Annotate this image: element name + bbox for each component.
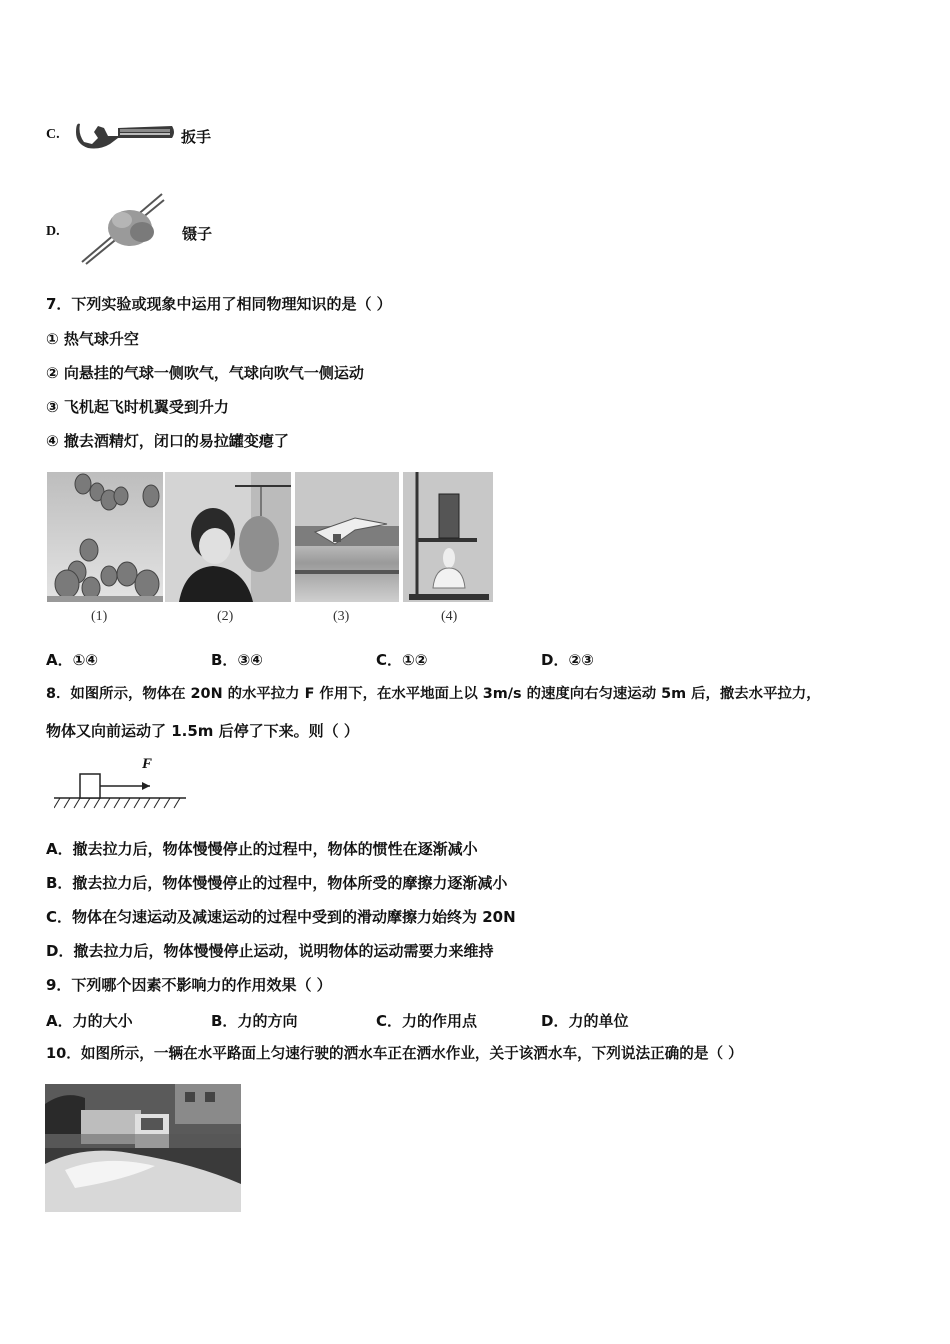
option-text: 力的作用点 (402, 1012, 478, 1030)
option-text: ②③ (568, 651, 594, 669)
q8-option-b[interactable]: B．撤去拉力后，物体慢慢停止的过程中，物体所受的摩擦力逐渐减小 (46, 874, 508, 892)
q7-item-2: ② 向悬挂的气球一侧吹气，气球向吹气一侧运动 (46, 364, 364, 382)
option-d-letter: D. (46, 224, 60, 239)
q8-option-a[interactable]: A．撤去拉力后，物体慢慢停止的过程中，物体的惯性在逐渐减小 (46, 840, 478, 858)
airplane-takeoff-photo (295, 472, 399, 602)
q9-option-d[interactable] (541, 1010, 628, 1031)
caption-4: (4) (441, 609, 458, 624)
option-text: 力的单位 (568, 1012, 629, 1030)
q7-option-b[interactable] (211, 649, 263, 670)
option-text: 力的方向 (237, 1012, 298, 1030)
option-text: ③④ (237, 651, 263, 669)
q9-option-c[interactable] (376, 1010, 477, 1031)
force-label: F (142, 756, 153, 772)
force-diagram (54, 756, 190, 816)
option-letter: D． (541, 651, 569, 669)
sprinkler-truck-photo (45, 1084, 241, 1212)
q7-option-a[interactable] (46, 649, 98, 670)
option-letter: A． (46, 651, 73, 669)
q7-option-d[interactable] (541, 649, 594, 670)
q8-stem-line2: 物体又向前运动了 1.5m 后停了下来。则（ ） (46, 722, 359, 740)
option-letter: D． (541, 1012, 569, 1030)
balloon-girl-photo (165, 472, 291, 602)
option-letter: B． (211, 1012, 238, 1030)
option-c-label: 扳手 (181, 128, 212, 146)
q7-item-4: ④ 撤去酒精灯，闭口的易拉罐变瘪了 (46, 432, 289, 450)
option-text: ①④ (72, 651, 99, 669)
q9-option-b[interactable] (211, 1010, 297, 1031)
tweezers-icon (78, 190, 178, 266)
q8-option-d[interactable]: D．撤去拉力后，物体慢慢停止运动，说明物体的运动需要力来维持 (46, 942, 494, 960)
option-text: 力的大小 (72, 1012, 133, 1030)
q7-item-1: ① 热气球升空 (46, 330, 139, 348)
caption-2: (2) (217, 609, 234, 624)
option-letter: C． (376, 651, 403, 669)
caption-1: (1) (91, 609, 108, 624)
q10-stem: 10．如图所示，一辆在水平路面上匀速行驶的洒水车正在洒水作业，关于该洒水车，下列说法正确的是（ ） (46, 1045, 743, 1062)
option-c-letter: C. (46, 127, 60, 142)
q7-stem: 7．下列实验或现象中运用了相同物理知识的是（ ） (46, 295, 392, 313)
q7-item-3: ③ 飞机起飞时机翼受到升力 (46, 398, 229, 416)
caption-3: (3) (333, 609, 350, 624)
q9-stem: 9．下列哪个因素不影响力的作用效果（ ） (46, 976, 332, 994)
hot-air-balloons-photo (47, 472, 163, 602)
q8-stem-line1: 8．如图所示，物体在 20N 的水平拉力 F 作用下，在水平地面上以 3m/s 的速度向右匀速运动 5m 后，撤去水平拉力， (46, 686, 821, 702)
option-letter: A． (46, 1012, 73, 1030)
option-letter: C． (376, 1012, 403, 1030)
option-d-label: 镊子 (182, 225, 213, 243)
can-heating-photo (403, 472, 493, 602)
q7-option-c[interactable] (376, 649, 427, 670)
q9-option-a[interactable] (46, 1010, 133, 1031)
option-text: ①② (402, 651, 428, 669)
wrench-icon (74, 114, 178, 154)
q8-option-c[interactable]: C．物体在匀速运动及减速运动的过程中受到的滑动摩擦力始终为 20N (46, 908, 516, 926)
option-letter: B． (211, 651, 238, 669)
